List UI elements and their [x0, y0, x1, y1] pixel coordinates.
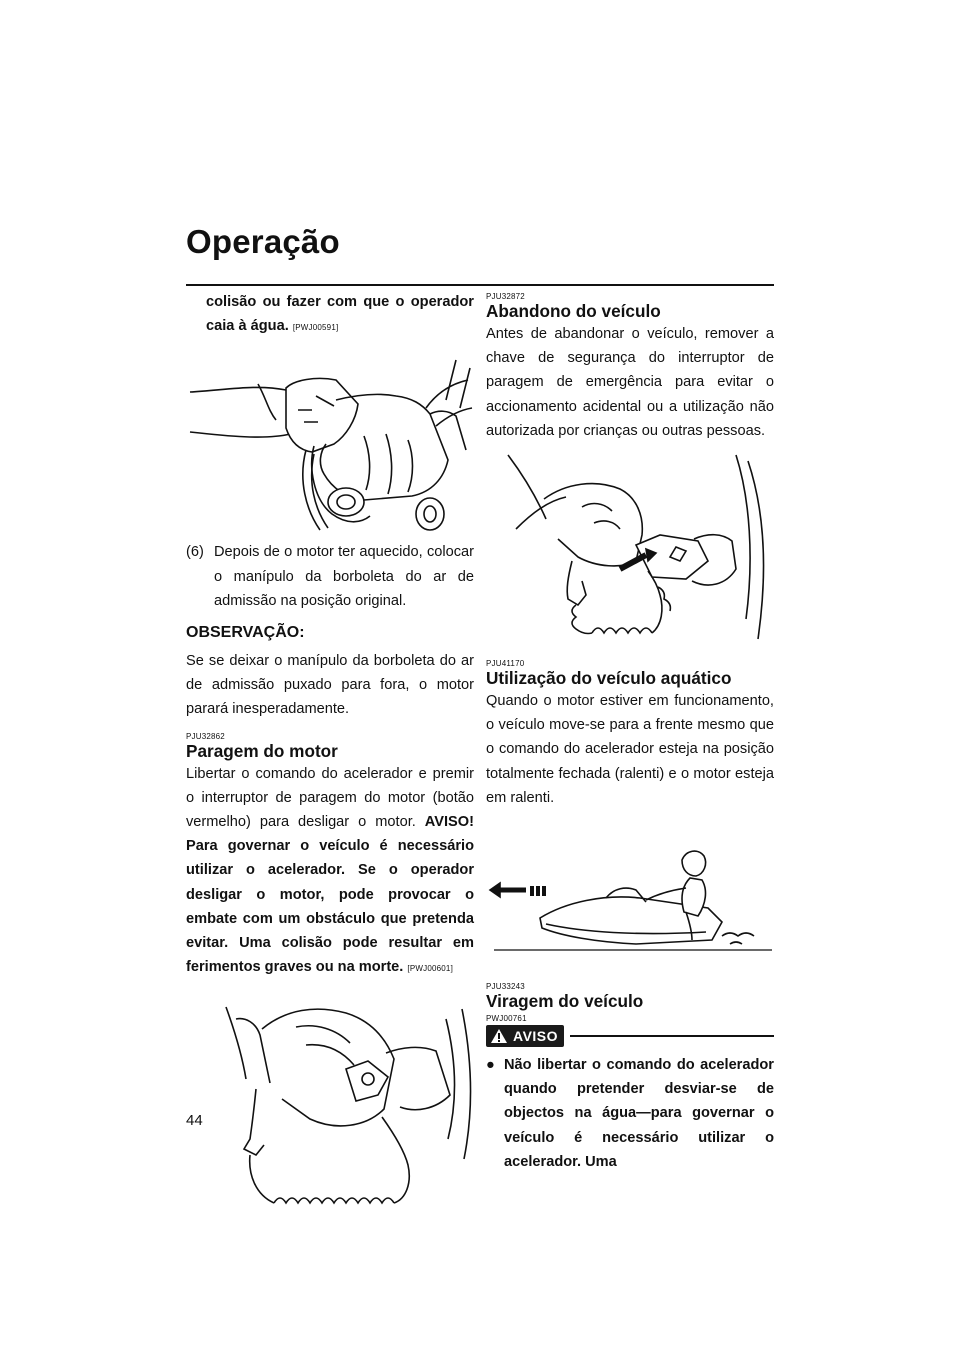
warning-code: [PWJ00591] — [292, 323, 339, 333]
throttle-hand-illustration — [186, 340, 474, 536]
page-title: Operação — [186, 223, 340, 260]
continued-warning-text: colisão ou fazer com que o operador caia à água. — [206, 294, 474, 335]
warning-badge — [486, 1025, 564, 1047]
title-rule — [186, 284, 774, 286]
step-text: Depois de o motor ter aquecido, colocar o manípulo da borboleta do ar de admissão na posição original. — [214, 544, 474, 609]
warning-rule — [570, 1035, 774, 1037]
page-number: 44 — [186, 1112, 203, 1129]
warning-bullet-text: Não libertar o comando do acelerador quando pretender desviar-se de objectos na água—para governar o veículo é necessário utilizar o acelerador. Uma — [504, 1057, 774, 1170]
right-column — [486, 292, 774, 1174]
warning-code: [PWJ00601] — [407, 964, 453, 974]
note-heading: OBSERVAÇÃO: — [186, 624, 305, 642]
section-ref: PJU32862 — [186, 731, 225, 741]
note-text: Se se deixar o manípulo da borboleta do ar de admissão puxado para fora, o motor parará inesperadamente. — [186, 653, 474, 718]
warning-label: AVISO — [513, 1027, 559, 1044]
section-ref: PJU32872 — [486, 292, 525, 301]
stop-engine-text: Libertar o comando do acelerador e premir o interruptor de paragem do motor (botão vermelho) para desligar o motor. — [186, 765, 474, 831]
stop-engine-warning: AVISO! Para governar o veículo é necessário utilizar o acelerador. Se o operador desligar o motor, pode provocar o embate com um obstáculo que pretenda evitar. Uma colisão pode resultar em ferimentos graves ou na morte. — [186, 814, 474, 976]
bullet-icon: ● — [486, 1057, 495, 1074]
left-column — [186, 290, 474, 1219]
watercraft-illustration — [486, 828, 774, 968]
step-6 — [186, 540, 474, 613]
section-heading-stop-engine: Paragem do motor — [186, 740, 338, 761]
stop-switch-illustration — [186, 999, 474, 1219]
section-heading-using-vehicle: Utilização do veículo aquático — [486, 668, 732, 689]
lanyard-removal-illustration — [486, 449, 774, 649]
warning-triangle-icon — [490, 1028, 508, 1044]
section-ref: PJU33243 — [486, 982, 525, 992]
section-text-leaving-vehicle: Antes de abandonar o veículo, remover a chave de segurança do interruptor de paragem de emergência para evitar o accionamento acidental ou a utilização não autorizada por crianças ou outras pessoas. — [486, 326, 774, 439]
warning-ref: PWJ00761 — [486, 1014, 527, 1024]
warning-bullet — [486, 1053, 774, 1174]
section-text-using-vehicle: Quando o motor estiver em funcionamento, o veículo move-se para a frente mesmo que o comando do acelerador esteja na posição totalmente fechada (ralenti) e o motor esteja em ralenti. — [486, 693, 774, 806]
section-heading-turning: Viragem do veículo — [486, 991, 644, 1012]
section-ref: PJU41170 — [486, 659, 525, 669]
continued-warning — [186, 290, 474, 340]
warning-header — [486, 1025, 774, 1047]
section-text-stop-engine — [186, 762, 474, 982]
section-heading-leaving-vehicle: Abandono do veículo — [486, 301, 661, 321]
step-number: (6) — [186, 544, 204, 561]
